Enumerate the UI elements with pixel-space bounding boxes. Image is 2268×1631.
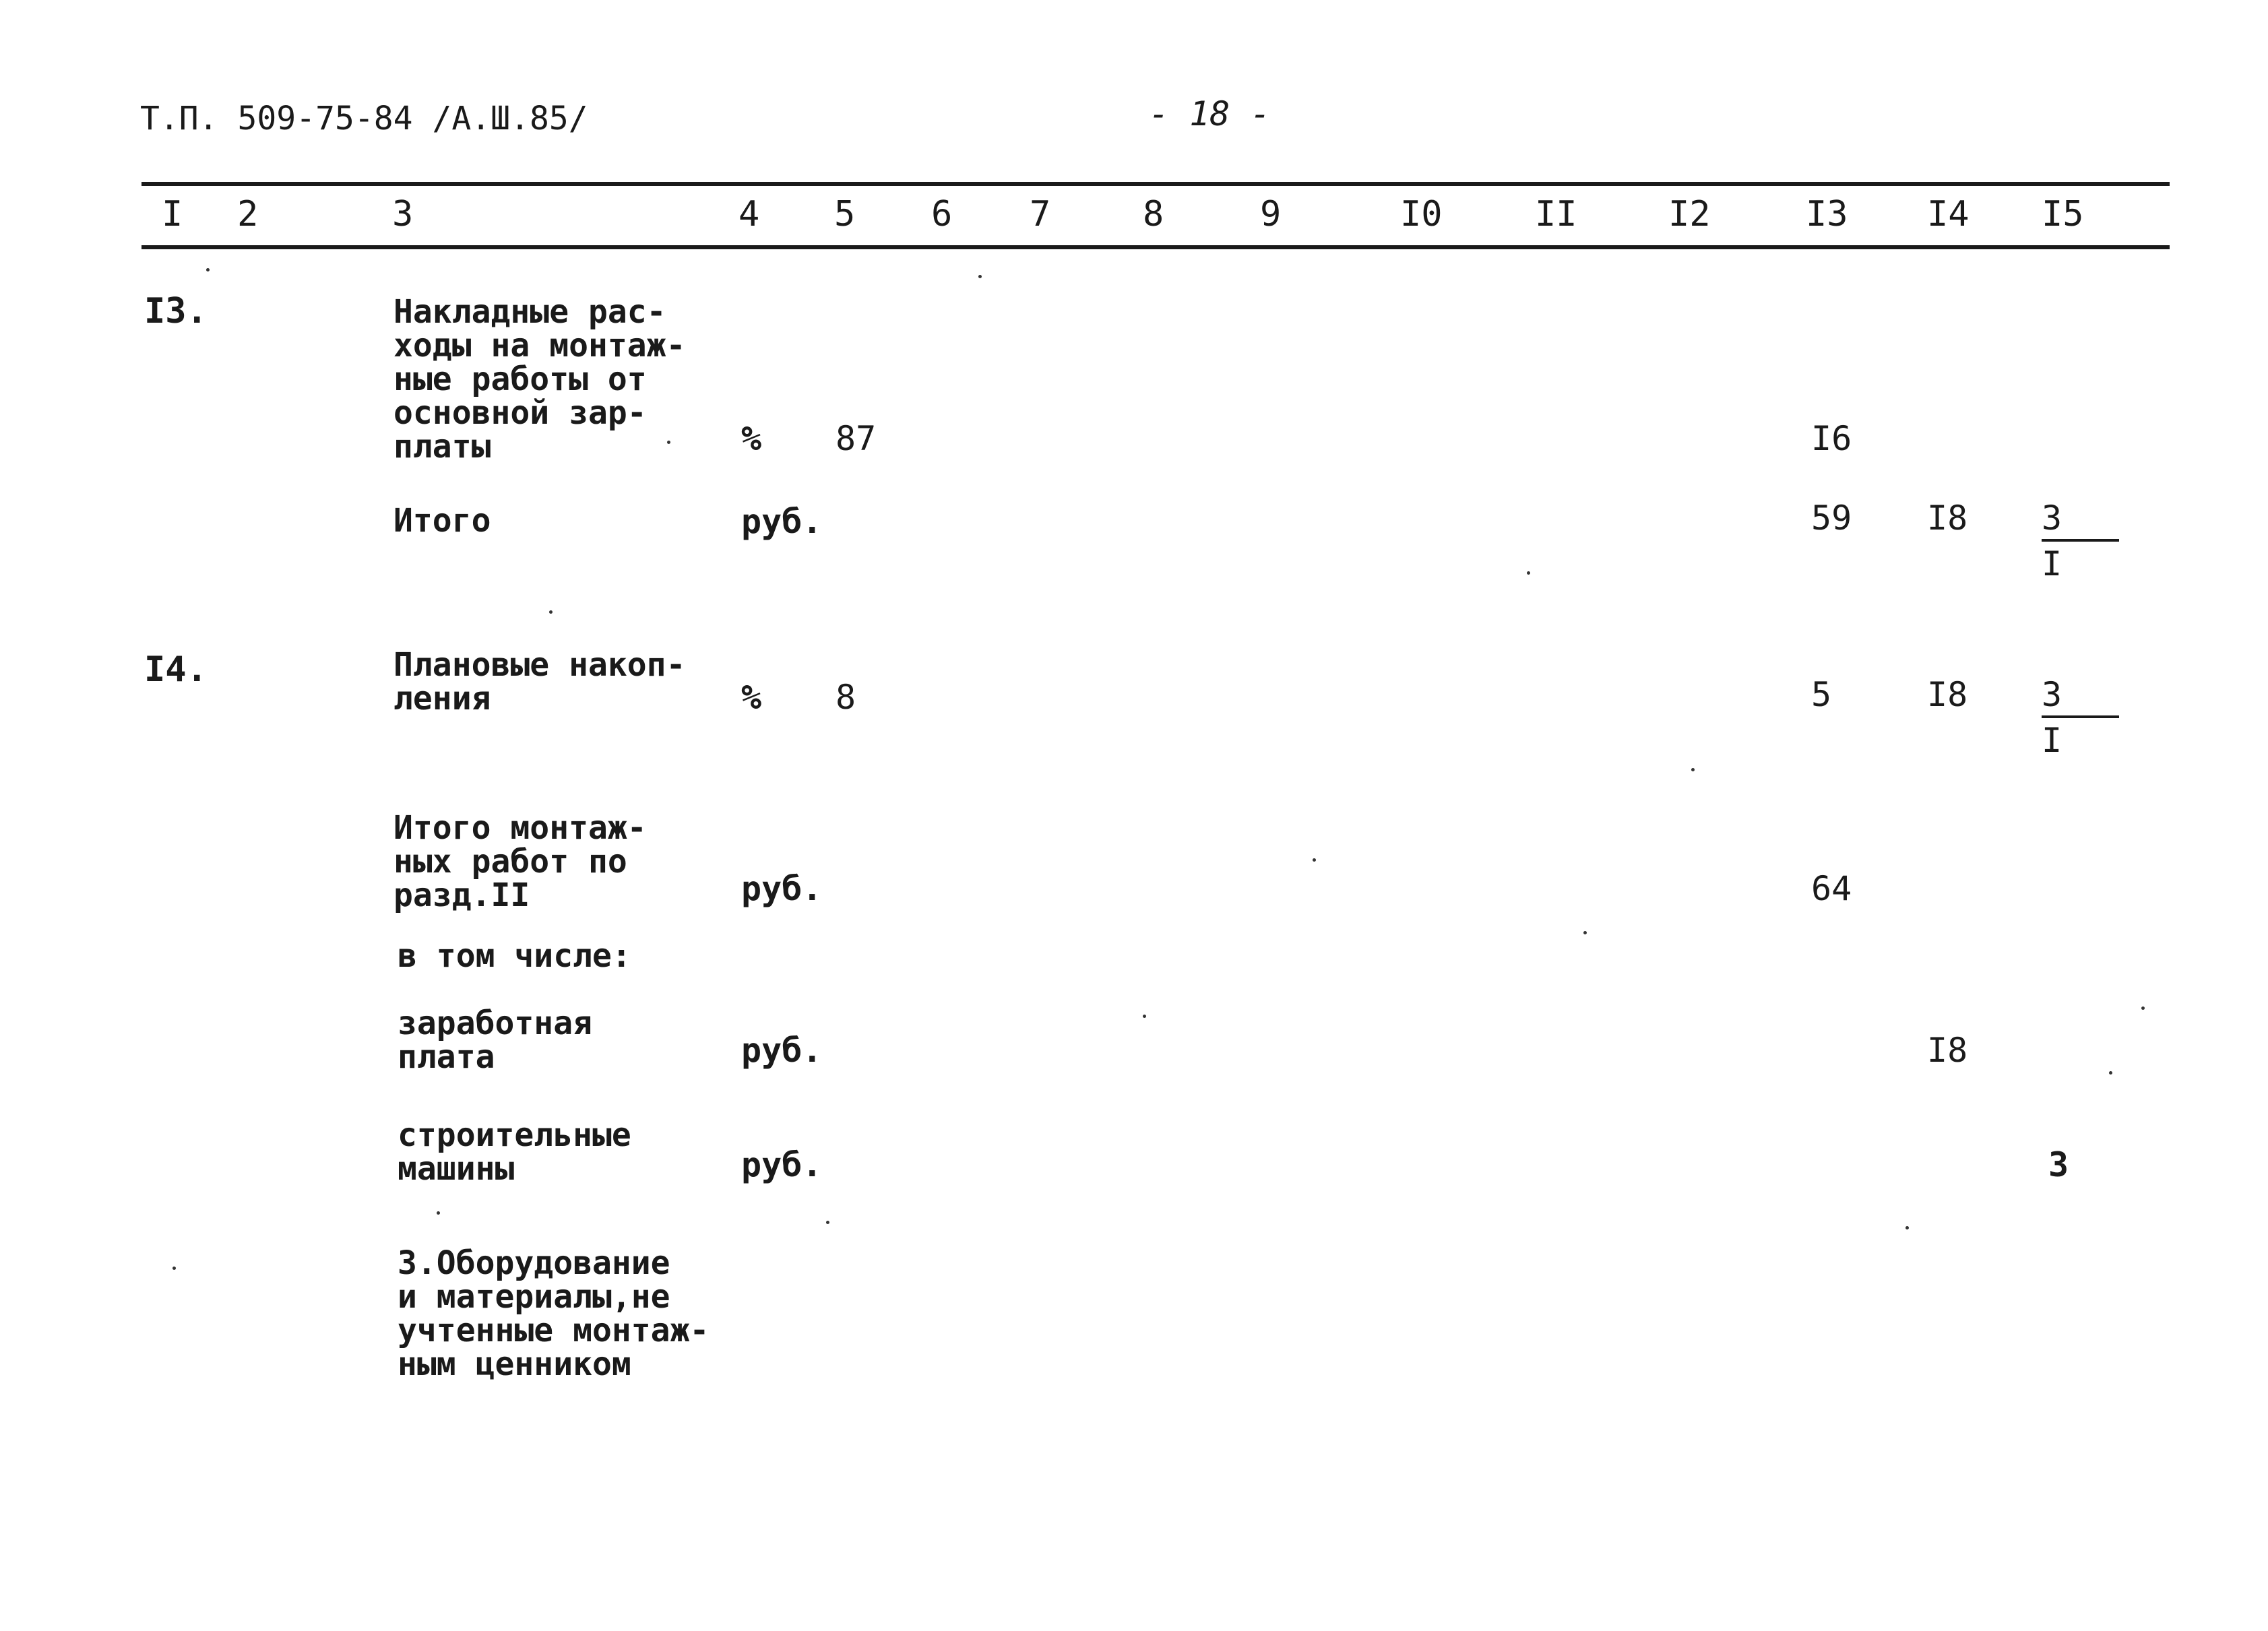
column-number: I3 <box>1806 194 1848 234</box>
wage-value: I8 <box>1927 499 1968 538</box>
column-number: I5 <box>2042 194 2084 234</box>
table-top-rule <box>141 182 2170 186</box>
column-number: 3 <box>392 194 414 234</box>
unit: % <box>741 678 762 717</box>
scan-speck <box>1691 768 1695 771</box>
unit: руб. <box>741 869 823 908</box>
column-number: 5 <box>834 194 856 234</box>
scan-speck <box>1905 1226 1909 1229</box>
document-reference: Т.П. 509-75-84 /А.Ш.85/ <box>140 100 588 137</box>
scan-speck <box>826 1221 829 1224</box>
table-header-rule <box>141 245 2170 249</box>
cost-value: 64 <box>1811 869 1852 908</box>
scan-speck <box>1527 571 1530 575</box>
item-description: Накладные рас- ходы на монтаж- ные работы от основной зар- платы <box>393 293 686 466</box>
column-number: 4 <box>738 194 760 234</box>
cost-value: 5 <box>1811 675 1832 714</box>
scan-speck <box>978 275 982 278</box>
unit: руб. <box>741 1031 823 1070</box>
unit: % <box>741 419 762 458</box>
scan-speck <box>549 610 553 614</box>
column-number: 8 <box>1143 194 1164 234</box>
column-number: I <box>162 194 183 234</box>
column-number: I2 <box>1668 194 1711 234</box>
column-number: 2 <box>237 194 259 234</box>
column-number: 9 <box>1260 194 1282 234</box>
fraction-denominator: I <box>2042 721 2062 760</box>
unit: руб. <box>741 1145 823 1184</box>
wage-value: I8 <box>1927 675 1968 714</box>
scan-speck <box>667 441 670 444</box>
scan-speck <box>2141 1006 2145 1010</box>
rate-value: 87 <box>836 419 877 458</box>
item-description: заработная плата <box>398 1004 592 1076</box>
fraction-numerator: 3 <box>2042 499 2119 542</box>
fraction-denominator: I <box>2042 544 2062 583</box>
column-number: I0 <box>1400 194 1443 234</box>
cost-value: I6 <box>1811 419 1852 458</box>
item-number: I4. <box>144 649 208 690</box>
scan-speck <box>1313 858 1316 862</box>
scan-speck <box>1143 1015 1146 1018</box>
scan-speck <box>172 1267 176 1270</box>
page-number: - 18 - <box>1149 94 1271 133</box>
item-description: в том числе: <box>398 937 631 975</box>
cost-value: 59 <box>1811 499 1852 538</box>
column-number: I4 <box>1927 194 1970 234</box>
unit: руб. <box>741 502 823 541</box>
scan-speck <box>1583 931 1587 934</box>
machine-value-fraction <box>2042 675 2119 760</box>
machine-value-fraction <box>2042 499 2119 583</box>
column-number: 7 <box>1030 194 1051 234</box>
column-number: II <box>1535 194 1577 234</box>
section-heading: 3.Оборудование и материалы,не учтенные монтаж- ным ценником <box>398 1244 710 1383</box>
scan-speck <box>206 268 210 271</box>
scan-speck <box>2109 1071 2112 1075</box>
scan-speck <box>437 1211 440 1215</box>
item-number: I3. <box>144 291 208 331</box>
fraction-numerator: 3 <box>2042 675 2119 718</box>
item-description: Плановые накоп- ления <box>393 646 686 717</box>
item-description: строительные машины <box>398 1116 631 1188</box>
item-description: Итого <box>393 502 491 540</box>
rate-value: 8 <box>836 678 856 717</box>
machine-value: 3 <box>2048 1145 2069 1184</box>
item-description: Итого монтаж- ных работ по разд.II <box>393 809 647 914</box>
column-number: 6 <box>931 194 953 234</box>
wage-value: I8 <box>1927 1031 1968 1070</box>
